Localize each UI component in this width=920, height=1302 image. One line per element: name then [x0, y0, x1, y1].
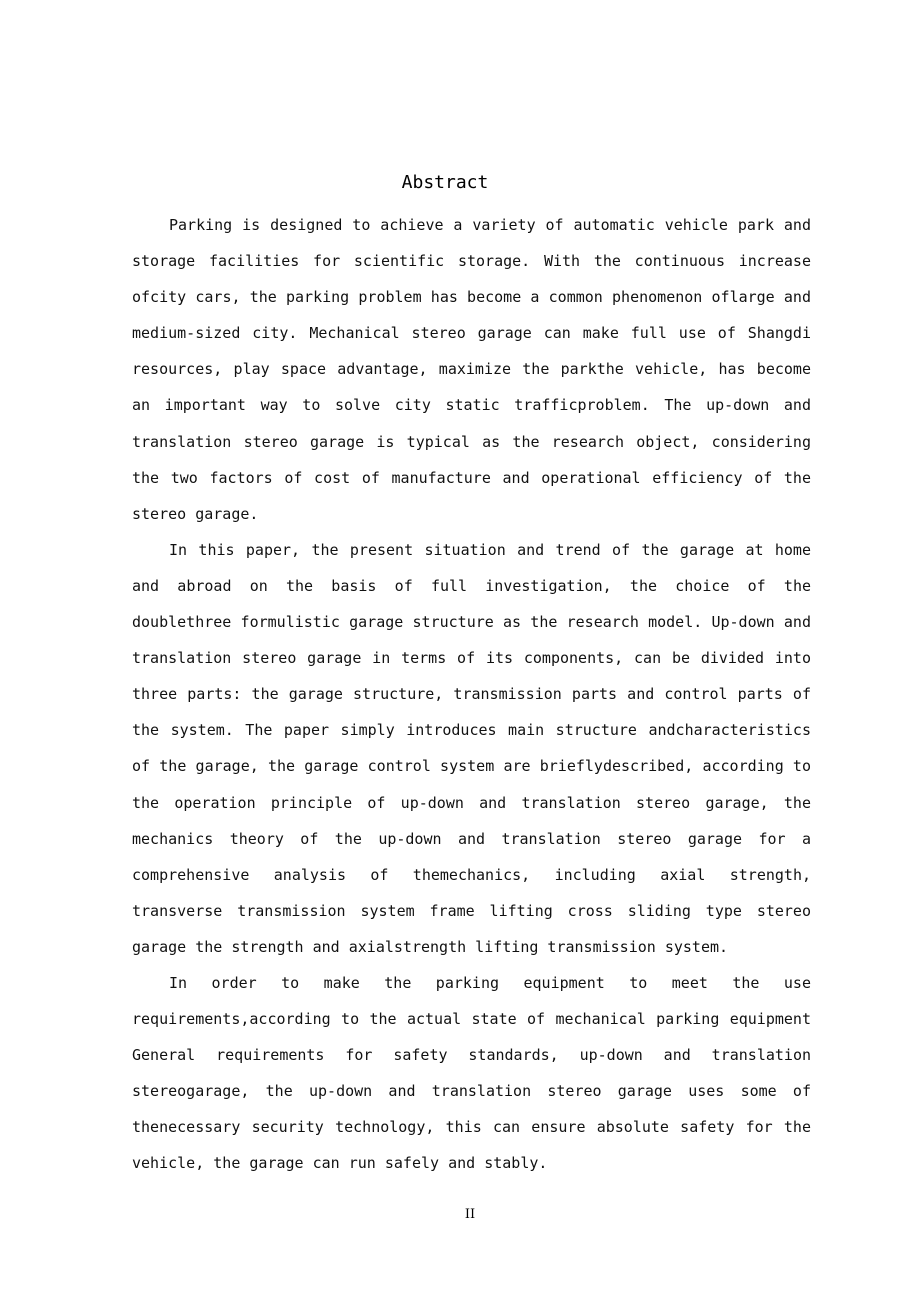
- abstract-paragraph-1: Parking is designed to achieve a variety of automatic vehicle park and storage facilities for scientific storage. With the continuous increase ofcity cars, the parking problem has become a common phenomenon oflarge and medium-sized city. Mechanical stereo garage can make full use of Shangdi resources, play space advantage, maximize the parkthe vehicle, has become an important way to solve city static trafficproblem. The up-down and translation stereo garage is typical as the research object, considering the two factors of cost of manufacture and operational efficiency of the stereo garage.: [132, 216, 811, 523]
- abstract-title: Abstract: [401, 172, 489, 193]
- page-number: II: [464, 1207, 476, 1222]
- abstract-body: [132, 207, 811, 1182]
- abstract-paragraph-3: In order to make the parking equipment to meet the use requirements,according to the actual state of mechanical parking equipment General requirements for safety standards, up-down and translation stereogarage, the up-down and translation stereo garage uses some of thenecessary security technology, this can ensure absolute safety for the vehicle, the garage can run safely and stably.: [132, 973, 811, 1173]
- abstract-paragraph-2: In this paper, the present situation and trend of the garage at home and abroad on the basis of full investigation, the choice of the doublethree formulistic garage structure as the research model. Up-down and translation stereo garage in terms of its components, can be divided into three parts: the garage structure, transmission parts and control parts of the system. The paper simply introduces main structure andcharacteristics of the garage, the garage control system are brieflydescribed, according to the operation principle of up-down and translation stereo garage, the mechanics theory of the up-down and translation stereo garage for a comprehensive analysis of themechanics, including axial strength, transverse transmission system frame lifting cross sliding type stereo garage the strength and axialstrength lifting transmission system.: [132, 540, 811, 956]
